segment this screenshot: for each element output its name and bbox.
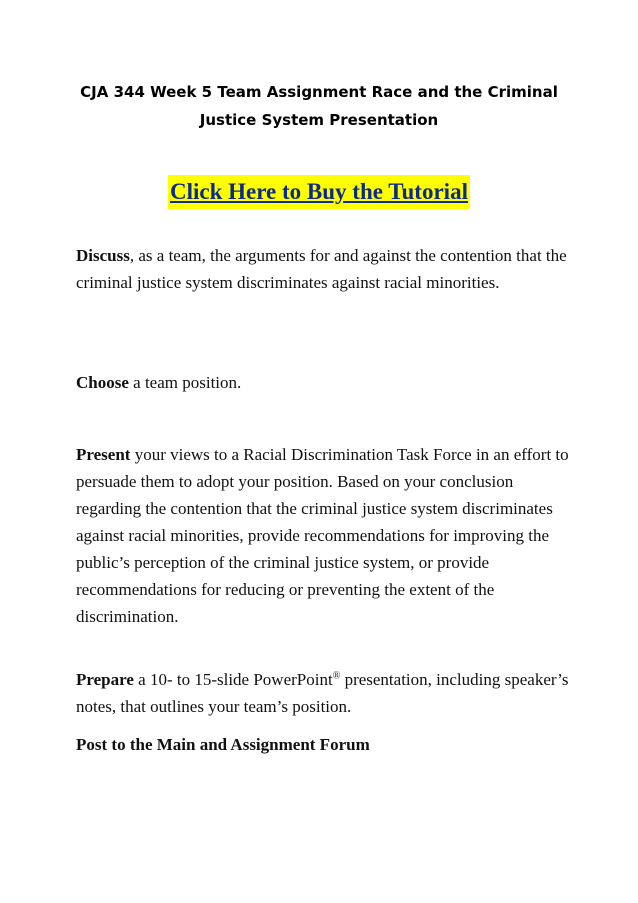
- present-text: your views to a Racial Discrimination Task Force in an effort to persuade them to adopt your position. Based on your conclusion regarding the contention that the criminal justice system discriminates against racial minorities, provide recommendations for improving the public’s perception of the criminal justice system, or provide recommendations for reducing or preventing the extent of the discrimination.: [76, 445, 569, 626]
- prepare-text-before: a 10- to 15-slide PowerPoint: [133, 670, 333, 689]
- buy-link-wrapper: [0, 175, 638, 209]
- prepare-lead: Prepare: [76, 670, 134, 689]
- discuss-lead: Discuss: [76, 246, 130, 265]
- choose-paragraph: [76, 369, 576, 396]
- post-instruction: Post to the Main and Assignment Forum: [76, 735, 370, 754]
- discuss-paragraph: [76, 242, 576, 296]
- present-lead: Present: [76, 445, 131, 464]
- document-title: [60, 78, 578, 134]
- present-paragraph: [76, 441, 576, 630]
- title-line-2: Justice System Presentation: [199, 111, 439, 129]
- registered-mark: ®: [332, 670, 341, 682]
- prepare-text-after: presentation, including speaker’s notes, that outlines your team’s position.: [76, 670, 569, 716]
- discuss-text: , as a team, the arguments for and against the contention that the criminal justice system discriminates against racial minorities.: [76, 246, 567, 292]
- title-line-1: CJA 344 Week 5 Team Assignment Race and the Criminal: [80, 83, 558, 101]
- buy-tutorial-link[interactable]: Click Here to Buy the Tutorial: [168, 175, 470, 209]
- choose-text: a team position.: [128, 373, 242, 392]
- prepare-paragraph: [76, 666, 576, 720]
- choose-lead: Choose: [76, 373, 129, 392]
